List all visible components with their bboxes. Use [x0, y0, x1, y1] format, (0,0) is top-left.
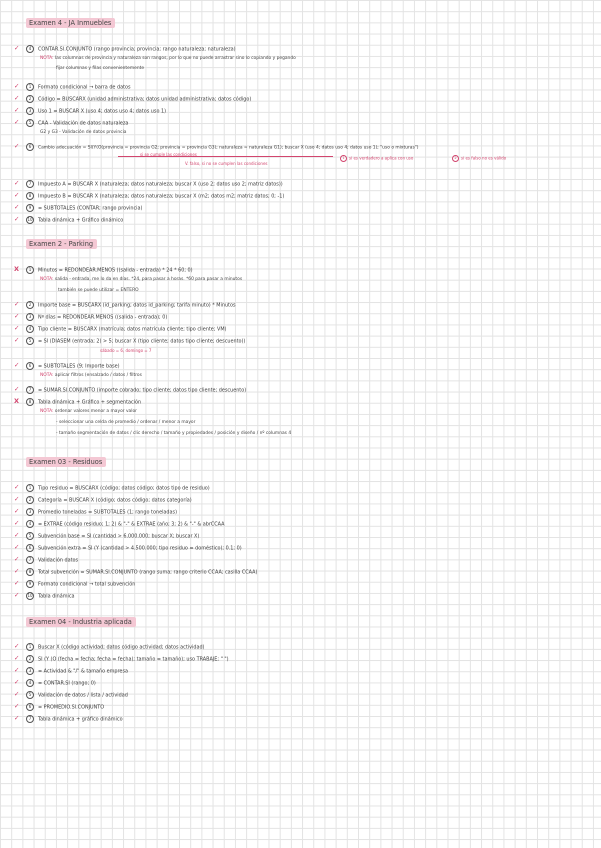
step-number: 2: [26, 95, 34, 103]
cross-mark-icon: X: [14, 265, 20, 273]
note-line: también se puede utilizar = ENTERO: [58, 288, 139, 293]
list-item: [26, 703, 104, 712]
check-mark-icon: ✓: [14, 714, 20, 722]
step-number: 4: [26, 520, 34, 528]
item-text: = CONTAR.SI (rango; 0): [38, 680, 96, 687]
list-item: [26, 667, 128, 676]
step-number: 10: [27, 217, 33, 222]
note-line: [40, 373, 142, 379]
item-text: Importe base = BUSCARX (id_parking; datos id_parking; tarifa minuto) * Minutos: [38, 302, 236, 309]
step-number: 2: [26, 496, 34, 504]
section-title: Examen 03 - Residuos: [26, 457, 106, 467]
annotation-text: si es falso no es válido: [461, 155, 507, 161]
annotation-number: 2: [452, 155, 459, 162]
list-item: [26, 204, 142, 213]
step-number: 8: [26, 568, 34, 576]
check-mark-icon: ✓: [14, 495, 20, 503]
list-item: [26, 192, 284, 201]
check-mark-icon: ✓: [14, 702, 20, 710]
item-text: = SUBTOTALES (9; Importe base): [38, 363, 120, 370]
note-label: NOTA:: [40, 409, 54, 414]
list-item: [26, 216, 123, 225]
step-number: 3: [26, 107, 34, 115]
step-number: 8: [26, 398, 34, 406]
check-mark-icon: ✓: [14, 591, 20, 599]
list-item: [26, 362, 120, 371]
step-number: 3: [26, 313, 34, 321]
note-line: - seleccionar una celda de promedio / ordenar / menor a mayor: [56, 420, 196, 425]
item-text: Tipo residuo = BUSCARX (código; datos código; datos tipo de residuo): [38, 485, 210, 492]
check-mark-icon: ✓: [14, 361, 20, 369]
check-mark-icon: ✓: [14, 44, 20, 52]
step-number: 5: [26, 337, 34, 345]
list-item: [26, 508, 177, 517]
list-item: [26, 496, 192, 505]
section-title: Examen 2 - Parking: [26, 239, 97, 249]
list-item: [26, 398, 141, 407]
check-mark-icon: ✓: [14, 106, 20, 114]
step-number: 5: [26, 532, 34, 540]
sub-line: G2 y G3 - Validación de datos provincia: [40, 130, 127, 135]
item-text: Tabla dinámica + Gráfico dinámico: [38, 217, 124, 224]
check-mark-icon: ✓: [14, 519, 20, 527]
item-text: Validación de datos / lista / actividad: [38, 692, 128, 699]
item-text: Tipo cliente = BUSCARX (matrícula; datos matrícula cliente; tipo cliente; VM): [38, 326, 227, 333]
check-mark-icon: ✓: [14, 191, 20, 199]
list-item: [26, 679, 96, 688]
item-text: Formato condicional → total subvención: [38, 581, 136, 588]
annotation-text: si es verdadero a aplica con uso: [349, 155, 414, 161]
item-text: CONTAR.SI.CONJUNTO (rango provincia; provincia; rango naturaleza; naturaleza): [38, 46, 236, 53]
step-number: 1: [26, 83, 34, 91]
note-text: las columnas de provincia y naturaleza son rangos, por lo que no puede arrastrar sino lo copiando y pegando: [54, 56, 296, 61]
step-number: 6: [26, 544, 34, 552]
item-text: Buscar X (código actividad; datos código actividad; datos actividad): [38, 644, 205, 651]
note-text: aplicar filtros (ensalzado / datos / filtros: [54, 373, 142, 378]
step-number: 3: [26, 667, 34, 675]
item-text: Formato condicional → barra de datos: [38, 84, 131, 91]
check-mark-icon: ✓: [14, 666, 20, 674]
check-mark-icon: ✓: [14, 142, 20, 150]
check-mark-icon: ✓: [14, 642, 20, 650]
check-mark-icon: ✓: [14, 678, 20, 686]
step-number: 6: [26, 143, 34, 151]
note-line: [40, 56, 296, 62]
step-number: 7: [26, 386, 34, 394]
check-mark-icon: ✓: [14, 531, 20, 539]
list-item: [26, 313, 167, 322]
step-number: 10: [27, 593, 33, 598]
item-text: Subvención base = SI (cantidad > 6.000.000; buscar X; buscar X): [38, 533, 200, 540]
check-mark-icon: ✓: [14, 336, 20, 344]
item-text: Tabla dinámica: [38, 593, 75, 600]
check-mark-icon: ✓: [14, 324, 20, 332]
item-text: = SUMAR.SI.CONJUNTO (importe cobrado; tipo cliente; datos tipo cliente; descuento): [38, 387, 247, 394]
list-item: [26, 592, 75, 601]
check-mark-icon: ✓: [14, 543, 20, 551]
list-item: [26, 580, 135, 589]
list-item: [26, 484, 210, 493]
list-item: [26, 119, 128, 128]
annotation: [340, 155, 413, 162]
list-item: [26, 544, 242, 553]
step-number: 4: [26, 325, 34, 333]
annotation: si se cumple las condiciones: [140, 152, 197, 157]
step-number: 9: [26, 580, 34, 588]
check-mark-icon: ✓: [14, 94, 20, 102]
item-text: Uso 1 = BUSCAR X (uso 4; datos uso 4; datos uso 1): [38, 108, 167, 115]
list-item: [26, 691, 128, 700]
list-item: [26, 325, 226, 334]
item-text: Impuesto B = BUSCAR X (naturaleza; datos naturaleza; buscar X (m2; datos m2; matriz datos; 0; -1): [38, 193, 285, 200]
check-mark-icon: ✓: [14, 567, 20, 575]
annotation: sábado = 6, domingo = 7: [100, 348, 152, 353]
step-number: 1: [26, 484, 34, 492]
list-item: [26, 95, 251, 104]
item-text: = PROMEDIO.SI.CONJUNTO: [38, 704, 105, 711]
note-label: NOTA:: [40, 277, 54, 282]
check-mark-icon: ✓: [14, 179, 20, 187]
list-item: [26, 532, 199, 541]
item-text: Impuesto A = BUSCAR X (naturaleza; datos naturaleza; buscar X (uso 2; datos uso 2; matriz datos)): [38, 181, 283, 188]
check-mark-icon: ✓: [14, 654, 20, 662]
note-label: NOTA:: [40, 373, 54, 378]
list-item: [26, 83, 131, 92]
step-number: 2: [26, 655, 34, 663]
list-item: [26, 715, 123, 724]
check-mark-icon: ✓: [14, 300, 20, 308]
item-text: CAA - Validación de datos naturaleza: [38, 120, 129, 127]
check-mark-icon: ✓: [14, 82, 20, 90]
section-title: Examen 04 - Industria aplicada: [26, 617, 136, 627]
item-text: Cambio adecuación = SI(Y(O(provincia = provincia G2; provincia = provincia G3); naturaleza = naturaleza G1); buscar X (uso 4; datos uso 4; datos uso 1); "uso o mixturas"): [38, 145, 419, 151]
step-number: 4: [26, 45, 34, 53]
item-text: Categoría = BUSCAR X (código; datos código; datos categoría): [38, 497, 192, 504]
list-item: [26, 520, 225, 529]
item-text: Nº días = REDONDEAR.MENOS ((salida - entrada); 0): [38, 314, 168, 321]
step-number: 4: [26, 679, 34, 687]
step-number: 5: [26, 691, 34, 699]
item-text: SI (Y (O (fecha = fecha; fecha = fecha); tamaño = tamaño); uso TRABAJE; " "): [38, 656, 229, 663]
list-item: [26, 568, 257, 577]
item-text: Minutos = REDONDEAR.MENOS ((salida - entrada) * 24 * 60; 0): [38, 267, 193, 274]
step-number: 7: [26, 715, 34, 723]
step-number: 1: [26, 266, 34, 274]
item-text: Subvención extra = SI (Y (cantidad > 4.500.000; tipo residuo = doméstico); 0.1; 0): [38, 545, 242, 552]
check-mark-icon: ✓: [14, 507, 20, 515]
check-mark-icon: ✓: [14, 579, 20, 587]
item-text: Total subvención = SUMAR.SI.CONJUNTO (rango suma; rango criterio CCAA; casilla CCAA): [38, 569, 258, 576]
note-line: [40, 409, 137, 415]
list-item: [26, 643, 204, 652]
step-number: 6: [26, 703, 34, 711]
item-text: Tabla dinámica + gráfico dinámico: [38, 716, 123, 723]
item-text: = SI (DIASEM (entrada; 2) > 5; buscar X (tipo cliente; datos tipo cliente; descuento)): [38, 338, 246, 345]
check-mark-icon: ✓: [14, 483, 20, 491]
list-item: [26, 45, 236, 54]
step-number: 1: [26, 643, 34, 651]
item-text: = Actividad & "/" & tamaño empresa: [38, 668, 128, 675]
check-mark-icon: ✓: [14, 555, 20, 563]
annotation: [452, 155, 506, 162]
step-number: 6: [26, 362, 34, 370]
item-text: Tabla dinámica + Gráfico + segmentación: [38, 399, 142, 406]
item-text: Código = BUSCARX (unidad administrativa; datos unidad administrativa; datos código): [38, 96, 252, 103]
list-item: [26, 107, 166, 116]
note-line: [40, 277, 242, 283]
step-number: 8: [26, 192, 34, 200]
section-title: Examen 4 - JA Inmuebles: [26, 18, 115, 28]
note-line: - tamaño segmentación de datos / clic derecho / tamaño y propiedades / posición y diseño / nº columnas 4: [56, 431, 292, 436]
note-text: ordenar valores menor a mayor valor: [54, 409, 137, 414]
cross-mark-icon: X: [14, 397, 20, 405]
step-number: 7: [26, 180, 34, 188]
step-number: 3: [26, 508, 34, 516]
item-text: = EXTRAE (código residuo; 1; 2) & "-" & EXTRAE (año; 3; 2) & "-" & abrCCAA: [38, 521, 225, 528]
list-item: [26, 556, 78, 565]
list-item: [26, 386, 246, 395]
step-number: 7: [26, 556, 34, 564]
check-mark-icon: ✓: [14, 203, 20, 211]
step-number: 5: [26, 119, 34, 127]
step-number: 9: [26, 204, 34, 212]
item-text: Promedio toneladas = SUBTOTALES (1; rango toneladas): [38, 509, 177, 516]
item-text: Validación datos: [38, 557, 79, 564]
list-item: [26, 266, 193, 275]
note-label: NOTA:: [40, 56, 54, 61]
list-item: [26, 180, 283, 189]
annotation-number: 1: [340, 155, 347, 162]
note-text: salida - entrada, me lo da en días. *24, para pasar a horas. *60 para pasar a minutos: [54, 277, 243, 282]
check-mark-icon: ✓: [14, 690, 20, 698]
item-text: = SUBTOTALES (CONTAR; rango provincia): [38, 205, 143, 212]
list-item: [26, 337, 245, 346]
annotation: V. falso, si no se cumplen las condiciones: [185, 161, 268, 166]
check-mark-icon: ✓: [14, 118, 20, 126]
check-mark-icon: ✓: [14, 312, 20, 320]
check-mark-icon: ✓: [14, 215, 20, 223]
step-number: 2: [26, 301, 34, 309]
check-mark-icon: ✓: [14, 385, 20, 393]
list-item: [26, 655, 229, 664]
note-line: fijar columnas y filas convenientemente: [56, 66, 145, 71]
list-item: [26, 143, 419, 152]
list-item: [26, 301, 236, 310]
